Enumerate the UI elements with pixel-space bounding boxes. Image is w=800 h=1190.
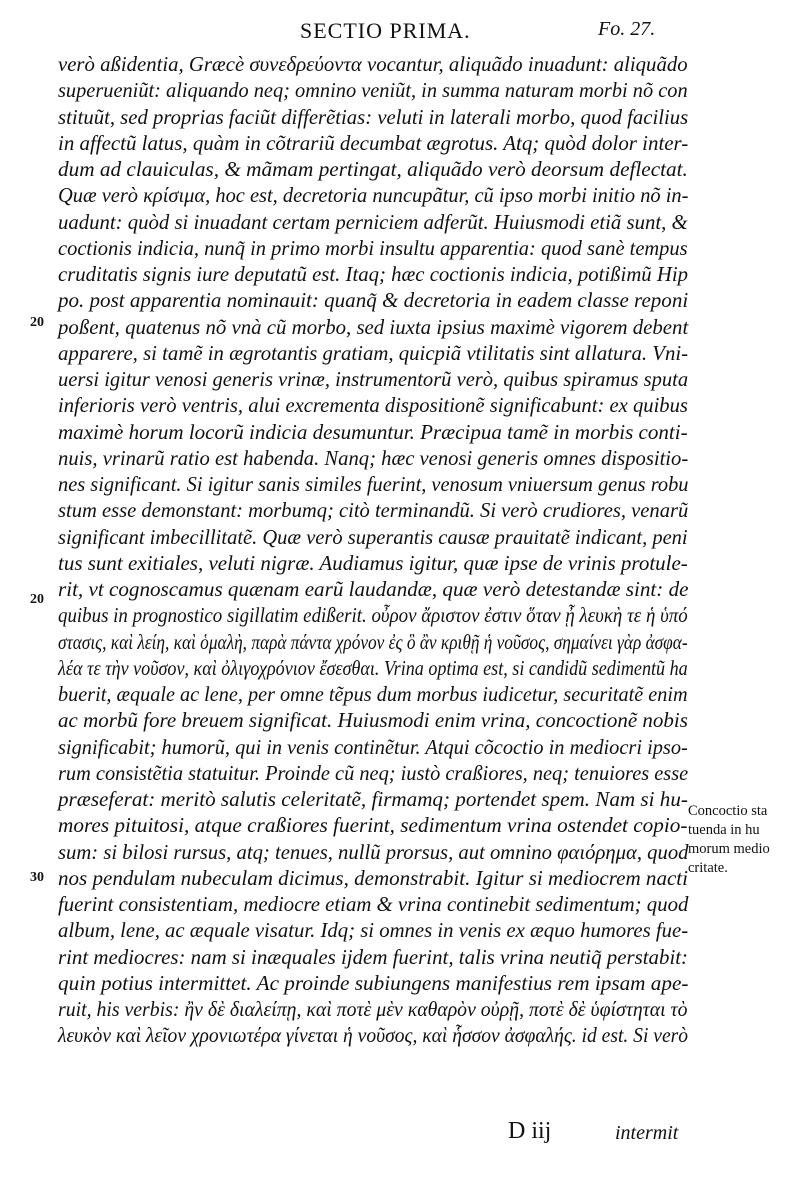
text-line: fuerint consistentiam, mediocre etiam & vrina continebit sedimentum; quod (58, 894, 689, 916)
text-line: inferioris verò ventris, alui excrementa dispositionẽ significabunt: ex quibus (58, 395, 688, 418)
margin-note-line: morum medio (688, 841, 770, 857)
text-line: significant imbecillitatẽ. Quæ verò superantis causæ prauitatẽ indicant, peni (58, 526, 688, 549)
text-line: poßent, quatenus nõ vnà cũ morbo, sed iuxta ipsius maximè vigorem debent (58, 316, 689, 339)
text-line: sum: si bilosi rursus, atq; tenues, nullũ prorsus, aut omnino φαιόρημα, quod (58, 841, 689, 864)
text-line: nes significant. Si igitur sanis similes fuerint, venosum vniuersum genus robu (58, 474, 689, 496)
text-line: superueniũt: aliquando neq; omnino veniũt, in summa naturam morbi nõ con (58, 80, 688, 103)
text-line: mores pituitosi, atque craßiores fuerint, sedimentum vrina ostendet copio- (58, 815, 688, 838)
text-line: λευκὸν καὶ λεῖον χρονιωτέρα γίνεται ἡ νοῦσος, καὶ ἧσσον ἀσφαλής. id est. Si verò (58, 1025, 689, 1048)
running-header (0, 18, 800, 48)
text-line: album, lene, ac æquale visatur. Idq; si omnes in venis ex æquo humores fue- (58, 920, 689, 943)
text-line: stituũt, sed proprias faciũt differẽtias: veluti in laterali morbo, quod facilius (58, 106, 689, 129)
text-line: tus sunt exitiales, veluti nigræ. Audiamus igitur, quæ ipse de vrinis protule- (58, 552, 688, 575)
text-line: nuis, vrinarũ ratio est habenda. Nanq; hæc venosi generis omnes dispositio- (58, 447, 689, 470)
text-line: ruit, his verbis: ἢν δὲ διαλείπῃ, καὶ ποτὲ μὲν καθαρὸν οὐρῇ, ποτὲ δὲ ὑφίστηται τὸ (58, 999, 688, 1021)
margin-note-line: critate. (688, 860, 728, 876)
text-line: buerit, æquale ac lene, per omne tẽpus dum morbus iudicetur, securitatẽ enim (58, 684, 688, 706)
text-line: nos pendulam nubeculam dicimus, demonstrabit. Igitur si mediocrem nacti (58, 867, 688, 890)
text-line: ac morbũ fore breuem significat. Huiusmodi enim vrina, concoctionẽ nobis (58, 710, 688, 733)
margin-note-line: tuenda in hu (688, 822, 760, 838)
margin-note-line: Concoctio sta (688, 803, 768, 819)
catchword: intermit (615, 1122, 679, 1144)
body-text (58, 52, 688, 1050)
text-line: quibus in prognostico sigillatim edißerit. οὖρον ἄριστον ἐστιν ὅταν ᾖ λευκὴ τε ἡ ὑπό (58, 605, 688, 628)
text-line: significabit; humorũ, qui in venis continẽtur. Atqui cõcoctio in mediocri ipso- (58, 736, 688, 759)
text-line: στασις, καὶ λείη, καὶ ὁμαλὴ, παρὰ πάντα χρόνον ἐς ὃ ἂν κριθῇ ἡ νοῦσος, σημαίνει γὰρ ἀσφα- (58, 631, 688, 654)
margin-note (688, 802, 788, 878)
line-number: 20 (30, 315, 44, 330)
line-number: 20 (30, 592, 44, 607)
folio-number: Fo. 27. (598, 18, 656, 40)
page-footer (0, 1118, 800, 1148)
text-line: po. post apparentia nominauit: quanq̃ & decretoria in eadem classe reponi (58, 290, 689, 313)
text-line: coctionis indicia, nunq̃ in primo morbi insultu apparentia: quod sanè tempus (58, 237, 688, 260)
text-line: quin potius intermittet. Ac proinde subiungens manifestius rem ipsam ape- (58, 972, 689, 995)
running-title: SECTIO PRIMA. (300, 18, 471, 43)
text-line: cruditatis signis iure deputatũ est. Itaq; hæc coctionis indicia, potißimũ Hip (58, 264, 689, 286)
line-number: 30 (30, 870, 44, 885)
signature-mark: D iij (508, 1118, 552, 1144)
text-line: dum ad clauiculas, & mãmam pertingat, aliquãdo verò deorsum deflectat. (58, 159, 688, 181)
text-line: rit, vt cognoscamus quænam earũ laudandæ, quæ verò detestandæ sint: de (58, 579, 689, 601)
text-line: maximè horum locorũ indicia desumuntur. Præcipua tamẽ in morbis conti- (58, 421, 688, 444)
text-line: præseferat: meritò salutis celeritatẽ, firmamq; portendet spem. Nam si hu- (58, 789, 688, 811)
text-line: in affectũ latus, quàm in cõtrariũ decumbat ægrotus. Atq; quòd dolor inter- (58, 132, 689, 155)
text-line: λέα τε τὴν νοῦσον, καὶ ὀλιγοχρόνιον ἔσεσθαι. Vrina optima est, si candidũ sedimentũ ha (58, 657, 688, 680)
text-line: rum consistẽtia statuitur. Proinde cũ neq; iustò craßiores, neq; tenuiores esse (58, 762, 689, 785)
text-line: Quæ verò κρίσιμα, hoc est, decretoria nuncupãtur, cũ ipso morbi initio nõ in- (58, 185, 689, 208)
text-line: apparere, si tamẽ in ægrotantis gratiam, quicpiã vtilitatis sint allatura. Vni- (58, 342, 689, 365)
text-line: rint mediocres: nam si inæquales ijdem fuerint, talis vrina neutiq̃ perstabit: (58, 946, 689, 969)
text-line: verò aßidentia, Græcè συνεδρεύοντα vocantur, aliquãdo inuadunt: aliquãdo (58, 54, 688, 76)
text-line: uadunt: quòd si inuadant certam perniciem adferũt. Huiusmodi etiã sunt, & (58, 211, 688, 234)
text-line: stum esse demonstant: morbumq; citò terminandũ. Si verò crudiores, venarũ (58, 500, 689, 523)
text-line: uersi igitur venosi generis vrinæ, instrumentorũ verò, quibus spiramus sputa (58, 369, 689, 391)
